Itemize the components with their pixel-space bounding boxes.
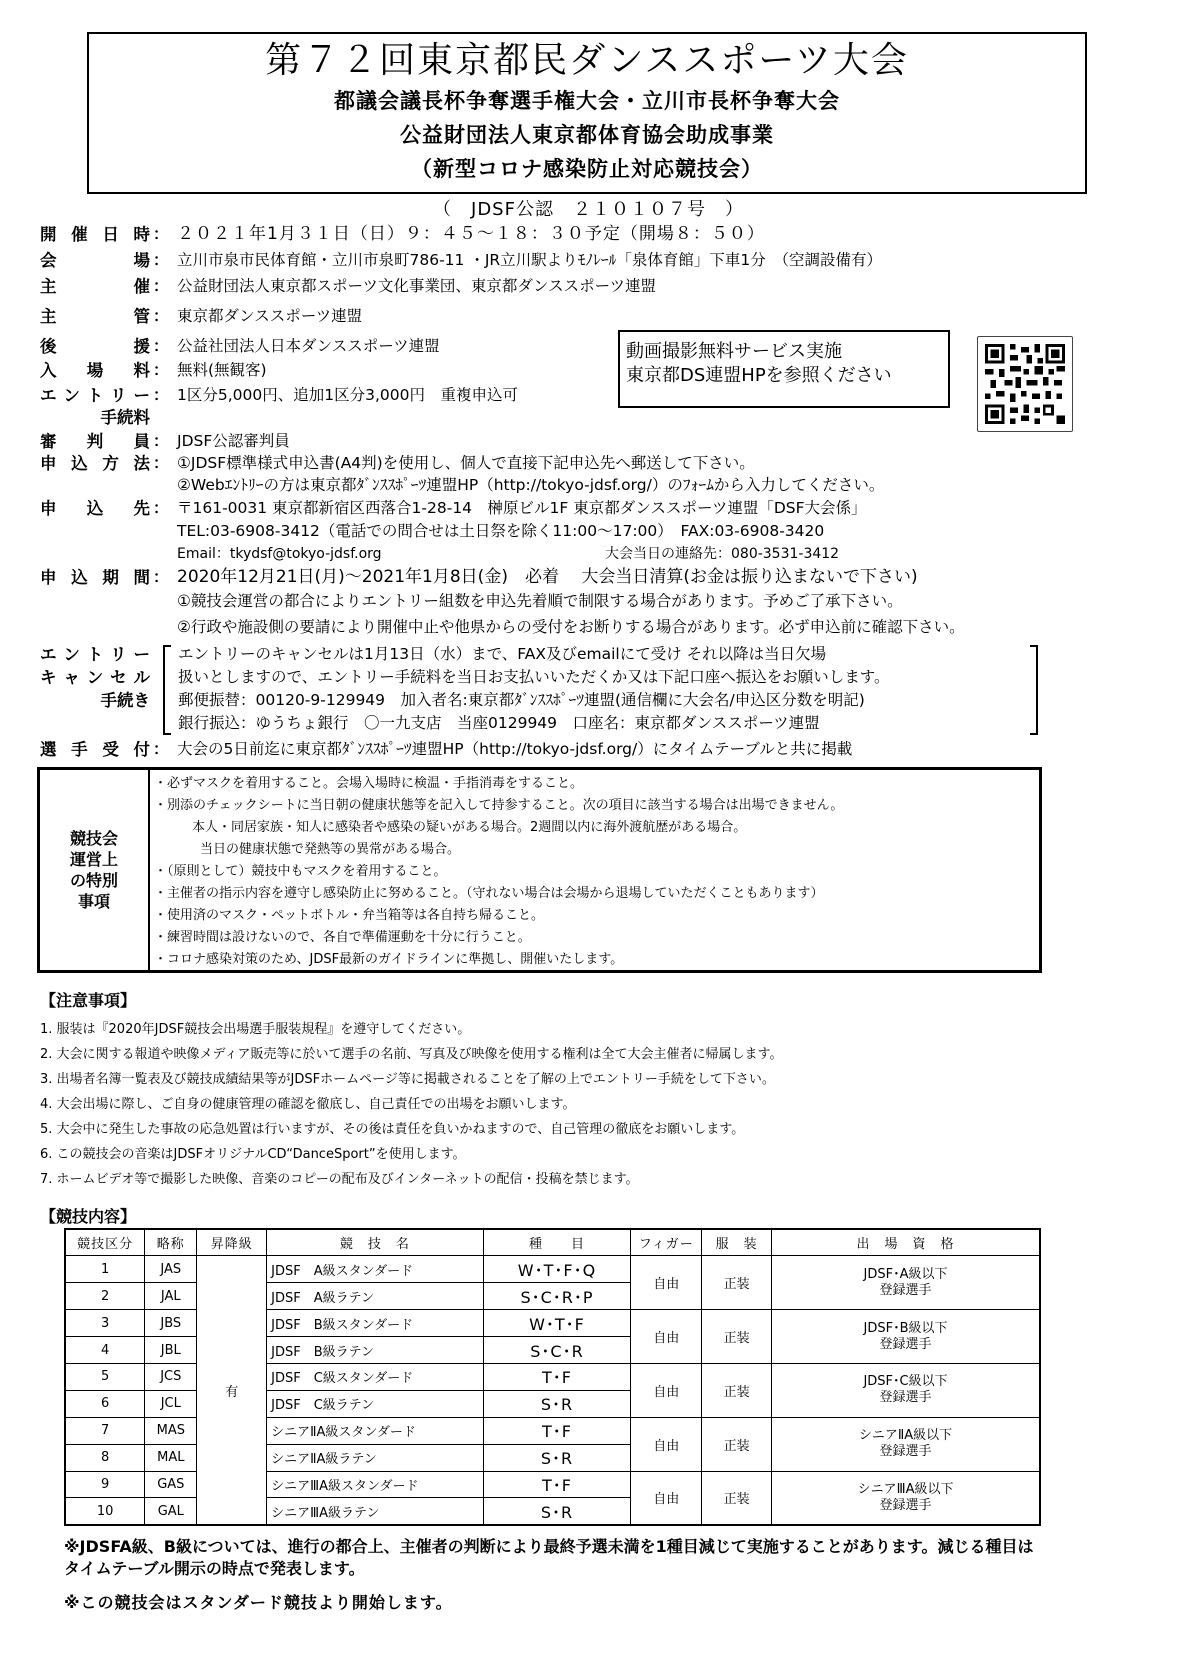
cancel-line-3: 郵便振替：00120-9-129949 加入者名:東京都ﾀﾞﾝｽｽﾎﾟｰﾂ連盟(通信欄に大会名/申込区分数を明記) — [178, 691, 865, 709]
cancel-bracket-right — [1030, 645, 1038, 735]
table-row: 7 MAS シニアⅡA級スタンダード T･F 自由 正装 シニアⅡA級以下 登録選手 — [65, 1417, 1040, 1444]
list-item: 3. 出場者名簿一覧表及び競技成績結果等がJDSFホームページ等に掲載されることを了解の上でエントリー手続をして下さい。 — [40, 1072, 775, 1087]
period-line-3: ②行政や施設側の要請により開催中止や他県からの受付をお断りする場合があります。必ず申込前に確認下さい。 — [177, 618, 965, 636]
address-label: 申込先 — [40, 499, 150, 518]
admission-label: 入場料 — [40, 361, 150, 380]
entry-fee-label-2: 手続料 — [100, 408, 150, 427]
organizer-label: 主催 — [40, 277, 150, 296]
special-measures-list — [154, 773, 1035, 971]
address-email: Email：tkydsf@tokyo-jdsf.org — [177, 546, 382, 562]
table-row: 4 JBL JDSF B級ラテン S･C･R — [65, 1337, 1040, 1364]
manager-label: 主管 — [40, 307, 150, 326]
admission-value: 無料(無観客) — [177, 361, 267, 379]
cancel-bracket-left — [163, 645, 171, 735]
col-header: フィガー — [631, 1229, 702, 1256]
address-line-2: TEL:03-6908-3412（電話での問合せは土日祭を除く11:00～17:00） FAX:03-6908-3420 — [177, 522, 825, 540]
footer-note-1: ※JDSFA級、B級については、進行の都合上、主催者の判断により最終予選未満を1種目減じて実施することがあります。減じる種目はタイムテーブル開示の時点で発表します。 — [64, 1537, 1034, 1578]
video-notice-line-1: 動画撮影無料サービス実施 — [626, 341, 842, 362]
table-header-row — [65, 1229, 1040, 1256]
title-subtitle-2: 公益財団法人東京都体育協会助成事業 — [400, 123, 774, 147]
venue-value: 立川市泉市民体育館・立川市泉町786-11 ・JR立川駅よりﾓﾉﾚｰﾙ「泉体育館」下車1分 （空調設備有） — [177, 251, 883, 269]
page-title: 第７２回東京都民ダンススポーツ大会 — [265, 40, 909, 81]
entry-fee-value: 1区分5,000円、追加1区分3,000円 重複申込可 — [177, 386, 518, 404]
cancel-line-4: 銀行振込：ゆうちょ銀行 〇一九支店 当座0129949 口座名：東京都ダンススポーツ連盟 — [178, 714, 820, 732]
cancel-label-2: キャンセル — [40, 668, 150, 687]
reception-label: 選手受付 — [40, 740, 150, 759]
list-item: 2. 大会に関する報道や映像メディア販売等に於いて選手の名前、写真及び映像を使用する権利は全て大会主催者に帰属します。 — [40, 1047, 783, 1062]
footer-note-2: ※この競技会はスタンダード競技より開始します。 — [64, 1593, 453, 1612]
video-notice-box — [618, 330, 950, 408]
entry-fee-label: エントリー — [40, 386, 150, 405]
organizer-value: 公益財団法人東京都スポーツ文化事業団、東京都ダンススポーツ連盟 — [177, 277, 656, 295]
notes-heading: 【注意事項】 — [40, 991, 137, 1010]
table-row: 8 MAL シニアⅡA級ラテン S･R — [65, 1444, 1040, 1471]
list-item: 5. 大会中に発生した事故の応急処置は行いますが、その後は責任を負いかねますので、自己管理の徹底をお願いします。 — [40, 1122, 745, 1137]
list-item: ・必ずマスクを着用すること。会場入場時に検温・手指消毒をすること。 — [154, 776, 584, 791]
list-item: 4. 大会出場に際し、ご自身の健康管理の確認を徹底し、自己責任での出場をお願いします。 — [40, 1097, 576, 1112]
list-item: ・練習時間は設けないので、各自で準備運動を十分に行うこと。 — [154, 930, 531, 945]
col-header: 競 技 名 — [267, 1229, 484, 1256]
notes-list — [40, 1017, 782, 1192]
col-header: 競技区分 — [65, 1229, 145, 1256]
support-label: 後援 — [40, 337, 150, 356]
title-subtitle-1: 都議会議長杯争奪選手権大会・立川市長杯争奪大会 — [334, 89, 840, 113]
period-line-2: ①競技会運営の都合によりエントリー組数を申込先着順で制限する場合があります。予めご了承下さい。 — [177, 592, 903, 610]
list-item: 本人・同居家族・知人に感染者や感染の疑いがある場合。2週間以内に海外渡航歴がある場合。 — [192, 820, 747, 835]
table-row: 5 JCS JDSF C級スタンダード T･F 自由 正装 JDSF･C級以下 登録選手 — [65, 1363, 1040, 1390]
col-header: 出 場 資 格 — [772, 1229, 1040, 1256]
address-line-1: 〒161-0031 東京都新宿区西落合1-28-14 榊原ビル1F 東京都ダンススポーツ連盟「DSF大会係」 — [177, 499, 867, 517]
list-item: 当日の健康状態で発熱等の異常がある場合。 — [200, 842, 461, 857]
title-box — [87, 32, 1087, 194]
judges-value: JDSF公認審判員 — [177, 432, 290, 450]
list-item: ・（原則として）競技中もマスクを着用すること。 — [154, 864, 447, 879]
col-header: 服 装 — [702, 1229, 772, 1256]
updown-cell: 有 — [197, 1256, 267, 1525]
cancel-label-3: 手続き — [100, 691, 150, 710]
competition-table — [64, 1228, 1041, 1526]
col-header: 昇降級 — [197, 1229, 267, 1256]
col-header: 種 目 — [483, 1229, 631, 1256]
cancel-line-1: エントリーのキャンセルは1月13日（水）まで、FAX及びemailにて受け それ以降は当日欠場 — [178, 645, 827, 663]
method-label: 申込方法 — [40, 454, 150, 473]
table-row: 9 GAS シニアⅢA級スタンダード T･F 自由 正装 シニアⅢA級以下 登録選手 — [65, 1471, 1040, 1498]
col-header: 略称 — [145, 1229, 197, 1256]
competition-heading: 【競技内容】 — [40, 1207, 137, 1226]
method-line-2: ②Webｴﾝﾄﾘｰの方は東京都ﾀﾞﾝｽｽﾎﾟｰﾂ連盟HP（http://tokyo-jdsf.org/）のﾌｫｰﾑから入力してください。 — [177, 476, 885, 494]
table-row: 6 JCL JDSF C級ラテン S･R — [65, 1390, 1040, 1417]
date-label: 開催日時 — [40, 225, 150, 244]
reception-value: 大会の5日前迄に東京都ﾀﾞﾝｽｽﾎﾟｰﾂ連盟HP（http://tokyo-jdsf.org/）にタイムテーブルと共に掲載 — [177, 740, 853, 758]
table-row: 2 JAL JDSF A級ラテン S･C･R･P — [65, 1283, 1040, 1310]
list-item: ・別添のチェックシートに当日朝の健康状態等を記入して持参すること。次の項目に該当する場合は出場できません。 — [154, 798, 844, 813]
table-row: 10 GAL シニアⅢA級ラテン S･R — [65, 1498, 1040, 1525]
special-measures-label: 競技会 運営上 の特別 事項 — [40, 770, 150, 970]
qr-code-icon — [985, 344, 1065, 424]
list-item: ・主催者の指示内容を遵守し感染防止に努めること。（守れない場合は会場から退場していただくこともあります） — [154, 886, 824, 901]
approval-number: （ JDSF公認 ２１０１０７号 ） — [433, 199, 744, 220]
list-item: 7. ホームビデオ等で撮影した映像、音楽のコピーの配布及びインターネットの配信・投稿を禁じます。 — [40, 1172, 639, 1187]
support-value: 公益社団法人日本ダンススポーツ連盟 — [177, 337, 440, 355]
table-row: 1 JAS 有 JDSF A級スタンダード W･T･F･Q 自由 正装 JDSF･A級以下 登録選手 — [65, 1256, 1040, 1283]
video-notice-line-2: 東京都DS連盟HPを参照ください — [626, 365, 892, 386]
cancel-label-1: エントリー — [40, 645, 150, 664]
venue-label: 会場 — [40, 251, 150, 270]
event-day-contact: 大会当日の連絡先：080-3531-3412 — [605, 546, 840, 562]
list-item: ・コロナ感染対策のため、JDSF最新のガイドラインに準拠し、開催いたします。 — [154, 952, 624, 967]
judges-label: 審判員 — [40, 432, 150, 451]
method-line-1: ①JDSF標準様式申込書(A4判)を使用し、個人で直接下記申込先へ郵送して下さい。 — [177, 454, 755, 472]
period-label: 申込期間 — [40, 568, 150, 587]
qr-code[interactable] — [977, 336, 1073, 432]
title-subtitle-3: （新型コロナ感染防止対応競技会） — [411, 157, 763, 181]
date-value: ２０２１年1月３１日（日）９：４５～１８：３０予定（開場８：５０） — [177, 224, 765, 244]
list-item: 6. この競技会の音楽はJDSFオリジナルCD“DanceSport”を使用します。 — [40, 1147, 466, 1162]
period-line-1: 2020年12月21日(月)～2021年1月8日(金) 必着 大会当日清算(お金は振り込まないで下さい) — [177, 567, 918, 587]
cancel-line-2: 扱いとしますので、エントリー手続料を当日お支払いいただくか又は下記口座へ振込をお願いします。 — [178, 668, 890, 686]
list-item: ・使用済のマスク・ペットボトル・弁当箱等は各自持ち帰ること。 — [154, 908, 545, 923]
list-item: 1. 服装は『2020年JDSF競技会出場選手服装規程』を遵守してください。 — [40, 1022, 471, 1037]
table-row: 3 JBS JDSF B級スタンダード W･T･F 自由 正装 JDSF･B級以下 登録選手 — [65, 1310, 1040, 1337]
manager-value: 東京都ダンススポーツ連盟 — [177, 307, 363, 325]
special-measures-box — [37, 767, 1042, 973]
